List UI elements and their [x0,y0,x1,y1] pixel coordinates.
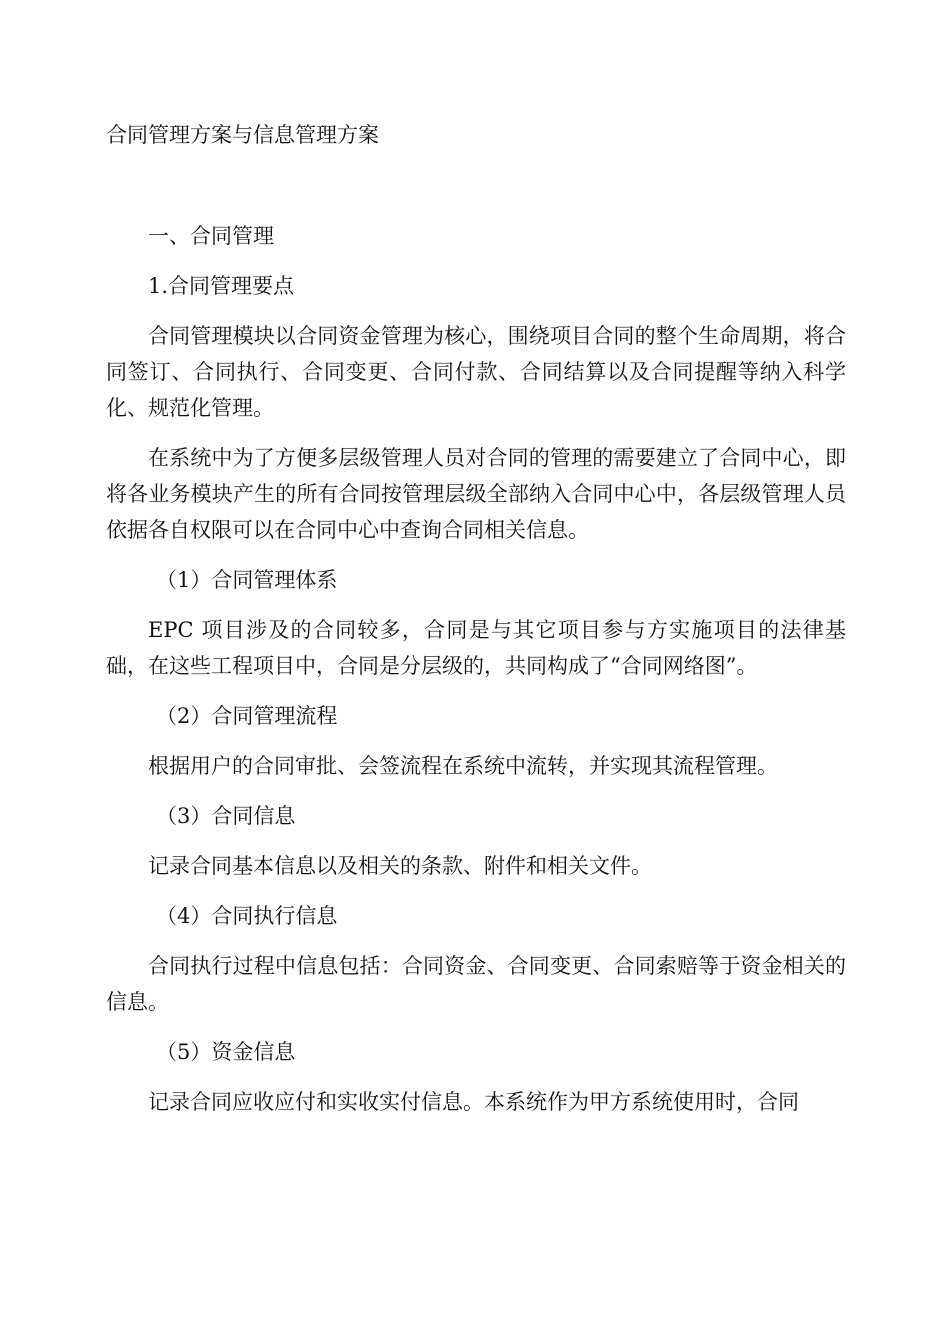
item-heading-process: （2）合同管理流程 [156,704,338,728]
document-body [106,218,846,1134]
section-heading: 一、合同管理 [148,224,274,248]
item-text-info: 记录合同基本信息以及相关的条款、附件和相关文件。 [148,854,652,878]
item-heading-execution: （4）合同执行信息 [156,904,338,928]
item-text-execution: 合同执行过程中信息包括：合同资金、合同变更、合同索赔等于资金相关的信息。 [106,954,846,1014]
item-heading-info: （3）合同信息 [156,804,296,828]
paragraph-contract-center: 在系统中为了方便多层级管理人员对合同的管理的需要建立了合同中心，即将各业务模块产生的所有合同按管理层级全部纳入合同中心中，各层级管理人员依据各自权限可以在合同中心中查询合同相关信息。 [106,446,846,542]
item-text-system: EPC 项目涉及的合同较多，合同是与其它项目参与方实施项目的法律基础，在这些工程项目中，合同是分层级的，共同构成了“合同网络图”。 [106,618,846,678]
paragraph-contract-module: 合同管理模块以合同资金管理为核心，围绕项目合同的整个生命周期，将合同签订、合同执行、合同变更、合同付款、合同结算以及合同提醒等纳入科学化、规范化管理。 [106,324,846,420]
item-text-process: 根据用户的合同审批、会签流程在系统中流转，并实现其流程管理。 [148,754,778,778]
subsection-heading: 1.合同管理要点 [148,274,295,298]
item-heading-funds: （5）资金信息 [156,1040,296,1064]
item-text-funds: 记录合同应收应付和实收实付信息。本系统作为甲方系统使用时，合同 [148,1090,799,1114]
document-title: 合同管理方案与信息管理方案 [106,123,379,147]
item-heading-system: （1）合同管理体系 [156,568,338,592]
